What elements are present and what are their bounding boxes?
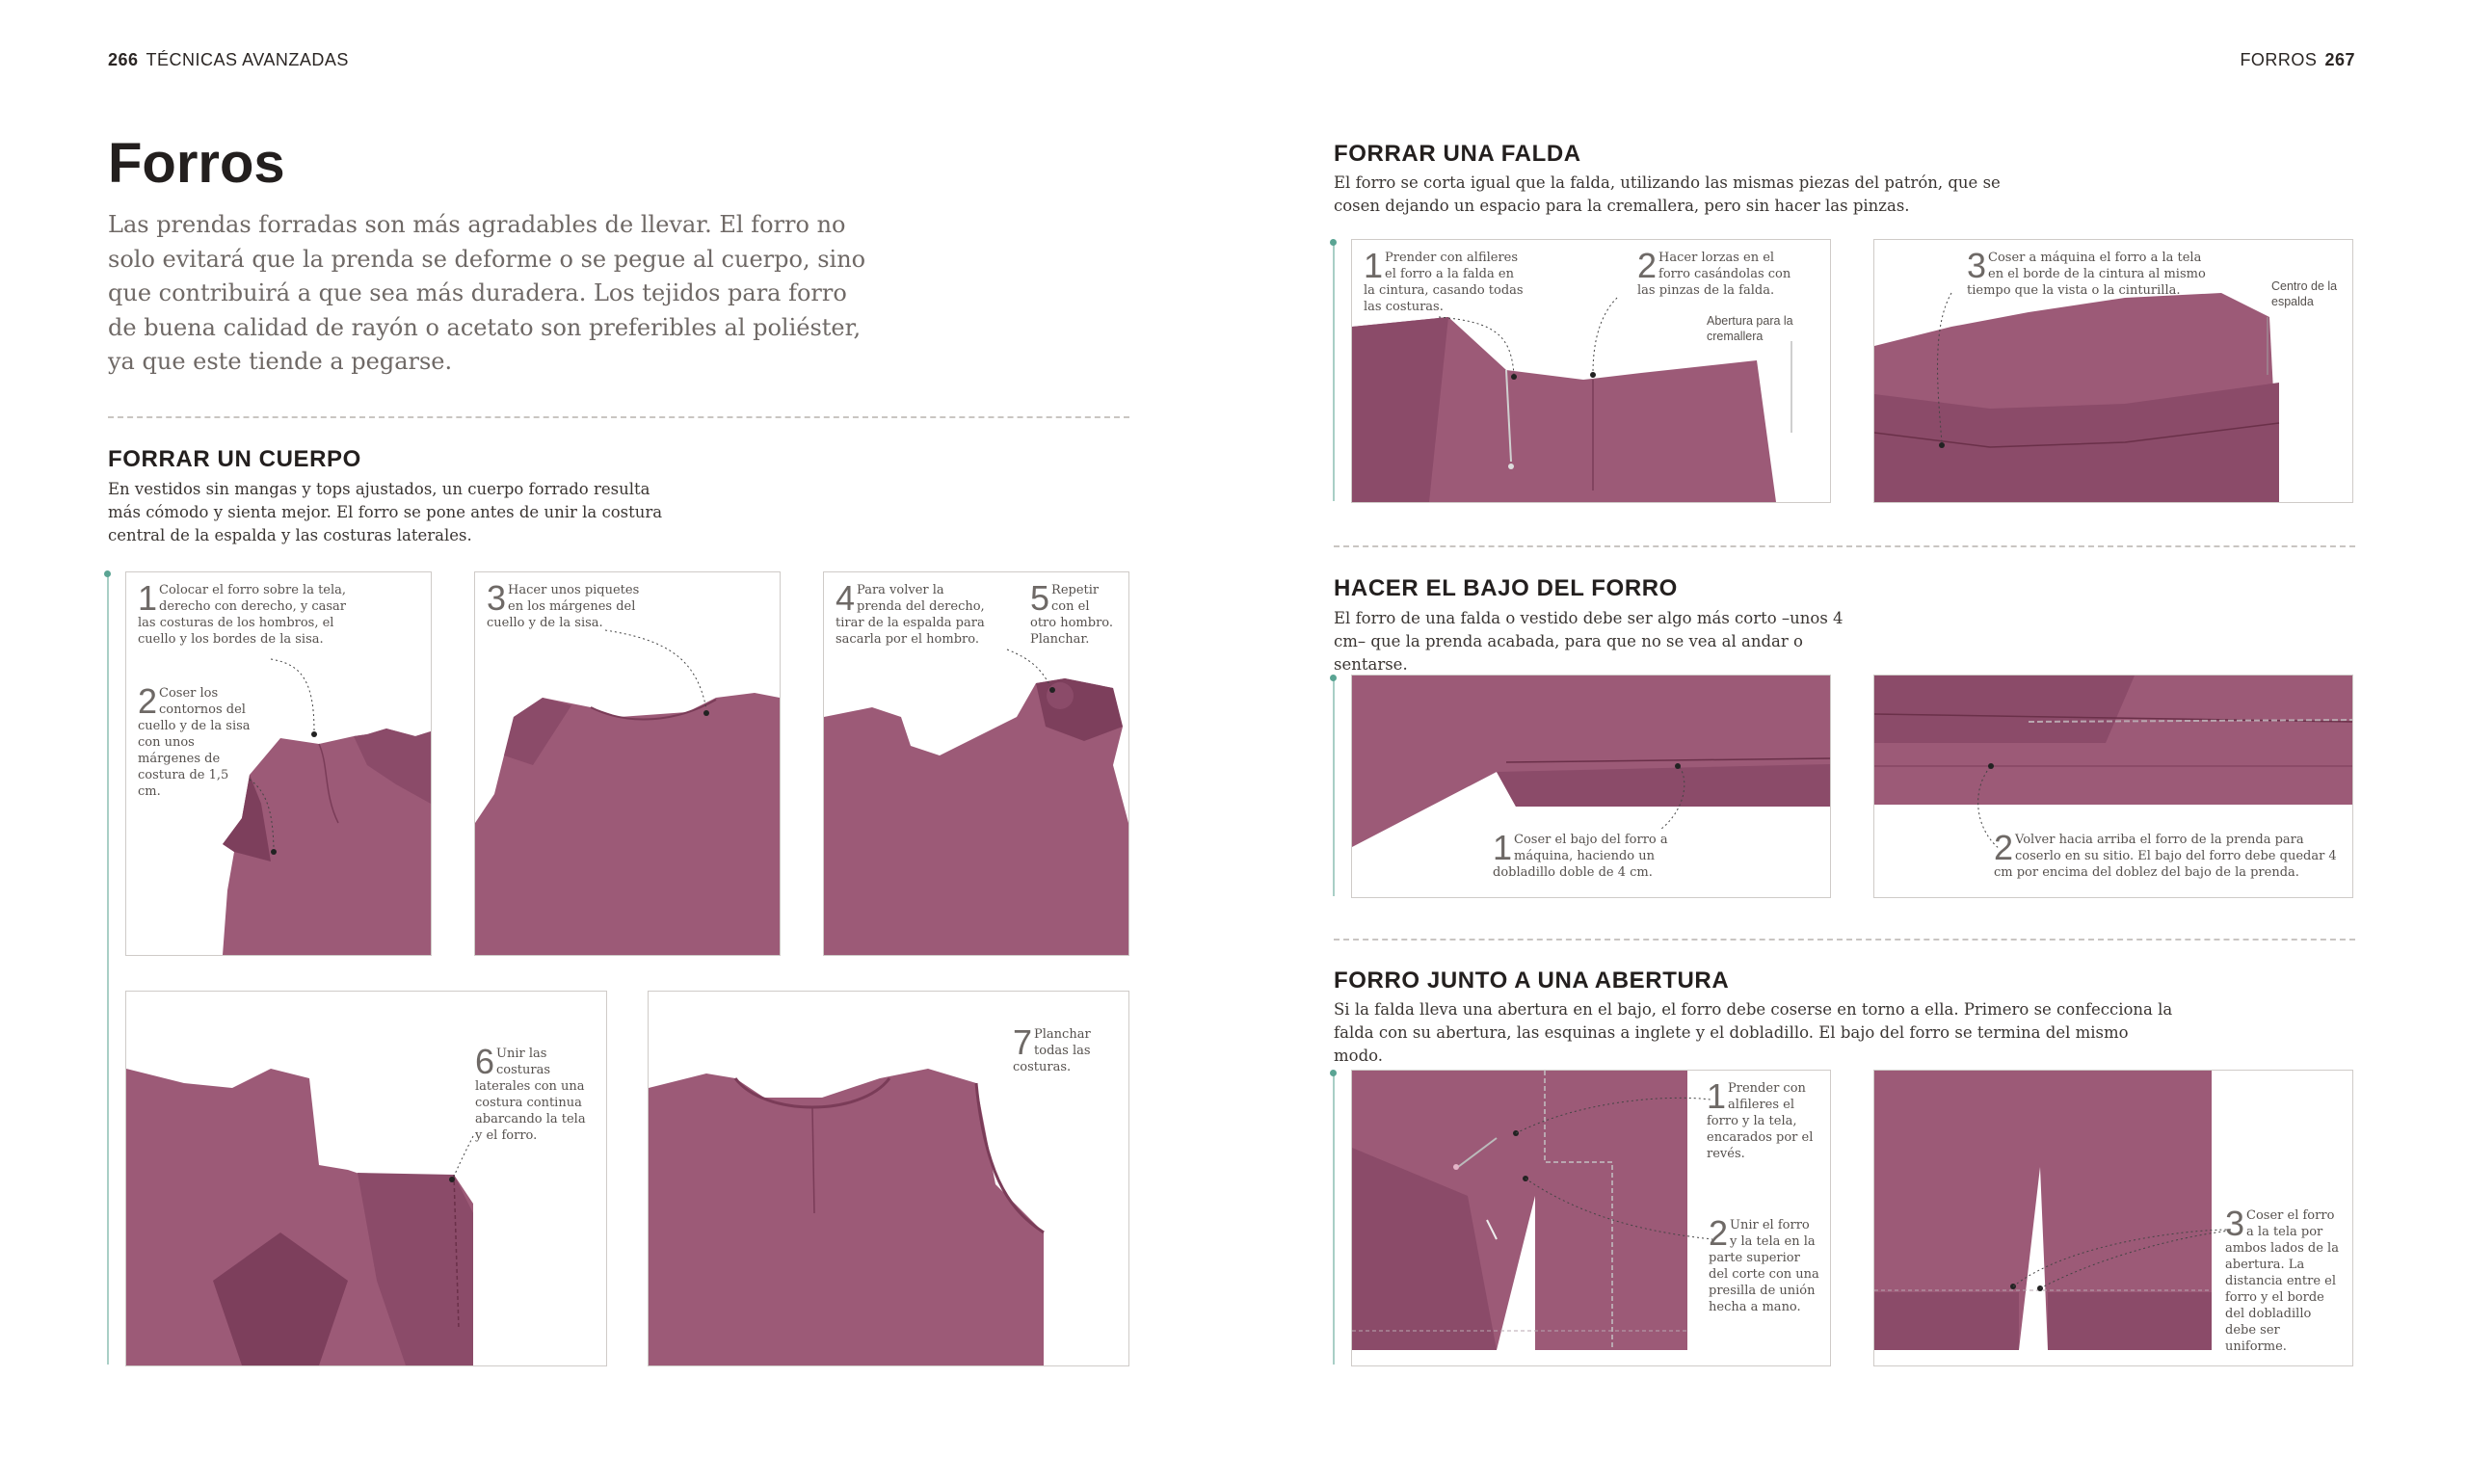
photo-panel-abertura-1 — [1351, 1070, 1831, 1366]
photo-panel-abertura-2 — [1873, 1070, 2353, 1366]
running-head-left — [108, 50, 349, 70]
section-heading-falda: FORRAR UNA FALDA — [1334, 141, 1581, 167]
step-caption-1 — [138, 578, 359, 648]
step-caption-abertura-3 — [2225, 1204, 2345, 1355]
step-text: Repetir con el otro hombro. Planchar. — [1030, 583, 1114, 647]
photo-panel-bajo-1 — [1351, 675, 1831, 898]
photo-panel-cuerpo-1 — [125, 571, 432, 956]
step-text: Volver hacia arriba el forro de la prenda para coserlo en su sitio. El bajo del forro debe quedar 4 cm por encima del doblez del bajo de la prenda. — [1994, 833, 2337, 880]
step-number: 2 — [138, 681, 158, 721]
step-caption-5 — [1030, 578, 1117, 648]
step-number: 2 — [1709, 1213, 1729, 1253]
step-text: Coser a máquina el forro a la tela en el borde de la cintura al mismo tiempo que la vista o la cinturilla. — [1967, 251, 2206, 298]
chapter-title-right: FORROS — [2240, 50, 2318, 69]
step-caption-falda-3 — [1967, 246, 2217, 299]
step-caption-bajo-2 — [1994, 828, 2341, 881]
step-text: Para volver la prenda del derecho, tirar de la espalda para sacarla por el hombro. — [836, 583, 985, 647]
label-abertura-cremallera: Abertura para la cremallera — [1707, 314, 1793, 343]
section-divider — [1334, 939, 2355, 941]
section-divider — [1334, 545, 2355, 547]
running-head-right — [2240, 50, 2355, 70]
photo-panel-bajo-2 — [1873, 675, 2353, 898]
step-text: Coser los contornos del cuello y de la sisa con unos márgenes de costura de 1,5 cm. — [138, 686, 251, 799]
section-divider — [108, 416, 1129, 418]
section-desc-cuerpo: En vestidos sin mangas y tops ajustados, un cuerpo forrado resulta más cómodo y sienta mejor. El forro se pone antes de unir la costura central de la espalda y las costuras laterales. — [108, 480, 663, 544]
step-number: 5 — [1030, 578, 1050, 618]
section-rule-dot — [104, 570, 111, 577]
step-text: Hacer lorzas en el forro casándolas con las pinzas de la falda. — [1637, 251, 1791, 298]
section-rule-dot — [1330, 239, 1337, 246]
step-text: Coser el forro a la tela por ambos lados de la abertura. La distancia entre el forro y el borde del dobladillo debe ser uniforme. — [2225, 1208, 2339, 1354]
step-text: Hacer unos piquetes en los márgenes del cuello y de la sisa. — [487, 583, 640, 630]
photo-panel-cuerpo-3 — [474, 571, 781, 956]
step-caption-falda-1 — [1364, 246, 1527, 315]
step-number: 1 — [1493, 828, 1513, 867]
photo-panel-falda-2 — [1873, 239, 2353, 503]
photo-panel-falda-1 — [1351, 239, 1831, 503]
step-text: Prender con alfileres el forro a la falda en la cintura, casando todas las costuras. — [1364, 251, 1524, 314]
section-rule-dot — [1330, 675, 1337, 681]
page-number-left: 266 — [108, 50, 139, 69]
step-text: Planchar todas las costuras. — [1013, 1027, 1091, 1074]
step-caption-bajo-1 — [1493, 828, 1685, 881]
step-number: 2 — [1994, 828, 2014, 867]
label-centro-espalda: Centro de la espalda — [2271, 279, 2338, 308]
photo-panel-cuerpo-6 — [125, 991, 607, 1366]
page-title: Forros — [108, 132, 285, 195]
section-desc-bajo: El forro de una falda o vestido debe ser algo más corto –unos 4 cm– que la prenda acabada, para que no se vea al andar o sentarse. — [1334, 609, 1844, 674]
step-number: 1 — [1707, 1076, 1727, 1116]
step-text: Colocar el forro sobre la tela, derecho con derecho, y casar las costuras de los hombros, el cuello y los bordes de la sisa. — [138, 583, 347, 647]
page-number-right: 267 — [2324, 50, 2355, 69]
photo-panel-cuerpo-7 — [648, 991, 1129, 1366]
section-rule — [1333, 678, 1335, 896]
step-number: 3 — [1967, 246, 1987, 285]
step-caption-4 — [836, 578, 990, 648]
section-heading-bajo: HACER EL BAJO DEL FORRO — [1334, 575, 1678, 601]
step-number: 3 — [487, 578, 507, 618]
section-rule — [1333, 1073, 1335, 1365]
step-text: Prender con alfileres el forro y la tela, encarados por el revés. — [1707, 1081, 1814, 1161]
step-number: 7 — [1013, 1022, 1033, 1062]
step-caption-falda-2 — [1637, 246, 1801, 299]
step-number: 2 — [1637, 246, 1658, 285]
section-rule — [107, 574, 109, 1365]
step-caption-3 — [487, 578, 650, 631]
step-caption-7 — [1013, 1022, 1109, 1075]
step-number: 1 — [1364, 246, 1384, 285]
step-number: 3 — [2225, 1204, 2245, 1243]
section-rule-dot — [1330, 1070, 1337, 1076]
step-number: 4 — [836, 578, 856, 618]
step-text: Unir el forro y la tela en la parte superior del corte con una presilla de unión hecha a mano. — [1709, 1218, 1819, 1314]
section-heading-abertura: FORRO JUNTO A UNA ABERTURA — [1334, 967, 1730, 994]
photo-panel-cuerpo-4 — [823, 571, 1129, 956]
intro-paragraph: Las prendas forradas son más agradables de llevar. El forro no solo evitará que la prenda se deforme o se pegue al cuerpo, sino que contribuirá a que sea más duradera. Los tejidos para forro de buena calidad de rayón o acetato son preferibles al poliéster, ya que este tiende a pegarse. — [108, 211, 866, 375]
step-caption-abertura-1 — [1707, 1076, 1818, 1162]
step-number: 6 — [475, 1042, 495, 1081]
step-number: 1 — [138, 578, 158, 618]
step-caption-abertura-2 — [1709, 1213, 1820, 1315]
step-text: Unir las costuras laterales con una costura continua abarcando la tela y el forro. — [475, 1047, 586, 1143]
section-desc-falda: El forro se corta igual que la falda, utilizando las mismas piezas del patrón, que se cosen dejando un espacio para la cremallera, pero sin hacer las pinzas. — [1334, 173, 2001, 215]
step-caption-6 — [475, 1042, 589, 1144]
chapter-title-left: TÉCNICAS AVANZADAS — [146, 50, 349, 69]
section-rule — [1333, 243, 1335, 501]
step-caption-2 — [138, 681, 253, 800]
section-heading-cuerpo: FORRAR UN CUERPO — [108, 446, 361, 472]
step-text: Coser el bajo del forro a máquina, haciendo un dobladillo doble de 4 cm. — [1493, 833, 1668, 880]
section-desc-abertura: Si la falda lleva una abertura en el bajo, el forro debe coserse en torno a ella. Primero se confecciona la falda con su abertura, las esquinas a inglete y el dobladillo. El bajo del forro se termina del mismo modo. — [1334, 1000, 2173, 1065]
